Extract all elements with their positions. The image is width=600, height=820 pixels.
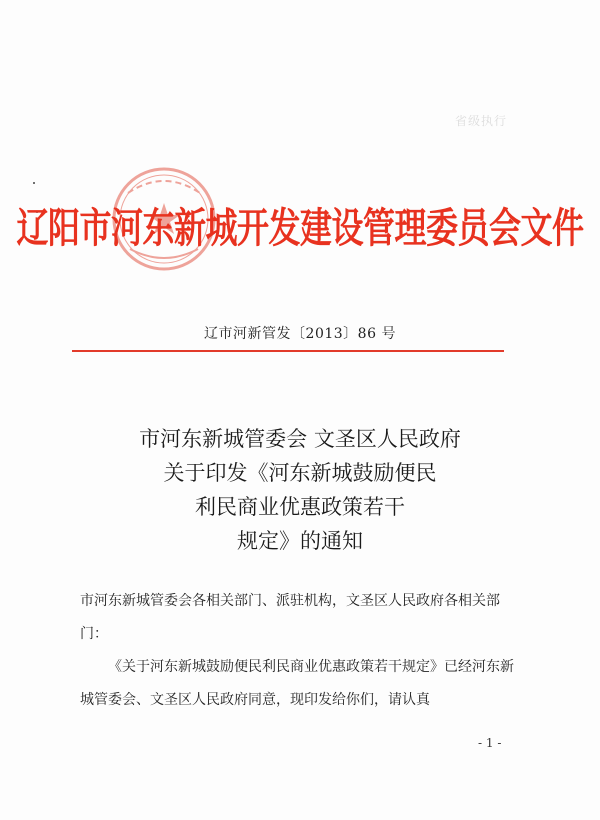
recipient-paragraph: 市河东新城管委会各相关部门、派驻机构，文圣区人民政府各相关部门： [80,593,500,642]
issuing-authority-header: 辽阳市河东新城开发建设管理委员会文件 [16,203,584,253]
red-divider-line [72,350,504,352]
scan-speck [33,182,35,184]
faint-annotation: 省级执行 [455,114,508,128]
notice-title-line: 关于印发《河东新城鼓励便民 [163,461,437,485]
page-number: - 1 - [478,736,502,750]
document-number: 辽市河新管发〔2013〕86 号 [204,326,396,342]
notice-title-line: 市河东新城管委会 文圣区人民政府 [139,427,461,451]
document-body [80,585,520,717]
notice-title-line: 利民商业优惠政策若干 [195,495,405,519]
notice-title [0,422,600,558]
body-paragraph: 《关于河东新城鼓励便民利民商业优惠政策若干规定》已经河东新城管委会、文圣区人民政府同意，现印发给你们，请认真 [80,659,514,708]
notice-title-line: 规定》的通知 [237,529,363,553]
